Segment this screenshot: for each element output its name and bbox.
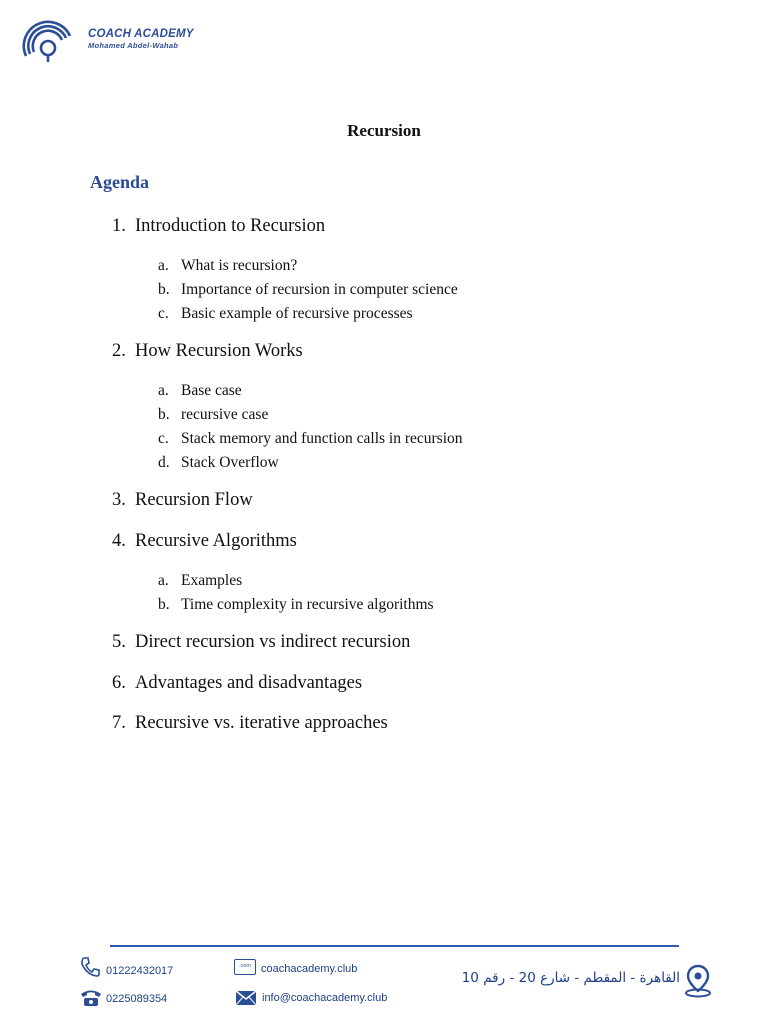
subitem-letter: d.	[158, 454, 170, 471]
landline-phone-icon	[79, 986, 103, 1008]
brand	[88, 27, 194, 51]
mobile-phone-icon	[78, 955, 102, 979]
agenda-subitem-2d	[158, 454, 279, 472]
footer-divider	[110, 945, 679, 947]
location-pin-icon	[682, 963, 714, 999]
agenda-item-number: 2.	[112, 341, 126, 361]
agenda-item-5	[112, 632, 410, 653]
agenda-item-number: 7.	[112, 713, 126, 733]
agenda-heading: Agenda	[90, 172, 150, 192]
agenda-subitem-2a	[158, 382, 242, 400]
email-icon	[235, 990, 257, 1006]
subitem-text: Stack memory and function calls in recursion	[181, 430, 463, 447]
agenda-subitem-1b	[158, 281, 458, 299]
agenda-item-number: 1.	[112, 216, 126, 236]
subitem-text: What is recursion?	[181, 257, 298, 274]
subitem-text: Base case	[181, 382, 242, 399]
agenda-item-text: Recursive vs. iterative approaches	[135, 713, 388, 733]
agenda-item-text: Introduction to Recursion	[135, 216, 326, 236]
footer-address: القاهرة - المقطم - شارع 20 - رقم 10	[461, 970, 680, 986]
agenda-item-text: Recursive Algorithms	[135, 531, 297, 551]
agenda-subitem-1c	[158, 305, 413, 323]
coach-academy-logo-icon	[18, 16, 78, 64]
subitem-text: recursive case	[181, 406, 269, 423]
subitem-letter: c.	[158, 305, 169, 322]
agenda-item-number: 5.	[112, 632, 126, 652]
agenda-item-6	[112, 673, 362, 694]
subitem-letter: a.	[158, 382, 169, 399]
subitem-letter: b.	[158, 406, 170, 423]
agenda-item-7	[112, 713, 388, 734]
subitem-letter: b.	[158, 281, 170, 298]
subitem-text: Importance of recursion in computer science	[181, 281, 458, 298]
document-title: Recursion	[347, 121, 421, 140]
subitem-letter: a.	[158, 257, 169, 274]
agenda-subitem-2b	[158, 406, 268, 424]
agenda-item-text: How Recursion Works	[135, 341, 303, 361]
agenda-item-2	[112, 341, 303, 362]
subitem-text: Examples	[181, 572, 243, 589]
agenda-item-1	[112, 216, 325, 237]
footer-email-link[interactable]: info@coachacademy.club	[262, 992, 388, 1004]
brand-subtitle: Mohamed Abdel-Wahab	[88, 41, 179, 50]
subitem-text: Basic example of recursive processes	[181, 305, 413, 322]
agenda-item-text: Recursion Flow	[135, 490, 253, 510]
agenda-item-4	[112, 531, 297, 552]
subitem-text: Stack Overflow	[181, 454, 279, 471]
subitem-text: Time complexity in recursive algorithms	[181, 596, 434, 613]
footer-landline-phone[interactable]: 0225089354	[106, 993, 168, 1005]
agenda-item-3	[112, 490, 253, 511]
brand-name: COACH ACADEMY	[88, 28, 194, 40]
agenda-subitem-2c	[158, 430, 463, 448]
agenda-item-number: 4.	[112, 531, 126, 551]
subitem-letter: a.	[158, 572, 169, 589]
agenda-subitem-1a	[158, 257, 297, 275]
footer-mobile-phone[interactable]: 01222432017	[106, 965, 174, 977]
agenda-subitem-4a	[158, 572, 242, 590]
agenda-item-number: 3.	[112, 490, 126, 510]
agenda-subitem-4b	[158, 596, 434, 614]
website-icon-label: .com	[238, 963, 252, 969]
agenda-item-text: Advantages and disadvantages	[135, 673, 363, 693]
subitem-letter: c.	[158, 430, 169, 447]
footer-website-link[interactable]: coachacademy.club	[261, 963, 358, 975]
subitem-letter: b.	[158, 596, 170, 613]
agenda-item-text: Direct recursion vs indirect recursion	[135, 632, 411, 652]
website-icon	[234, 959, 256, 975]
agenda-item-number: 6.	[112, 673, 126, 693]
